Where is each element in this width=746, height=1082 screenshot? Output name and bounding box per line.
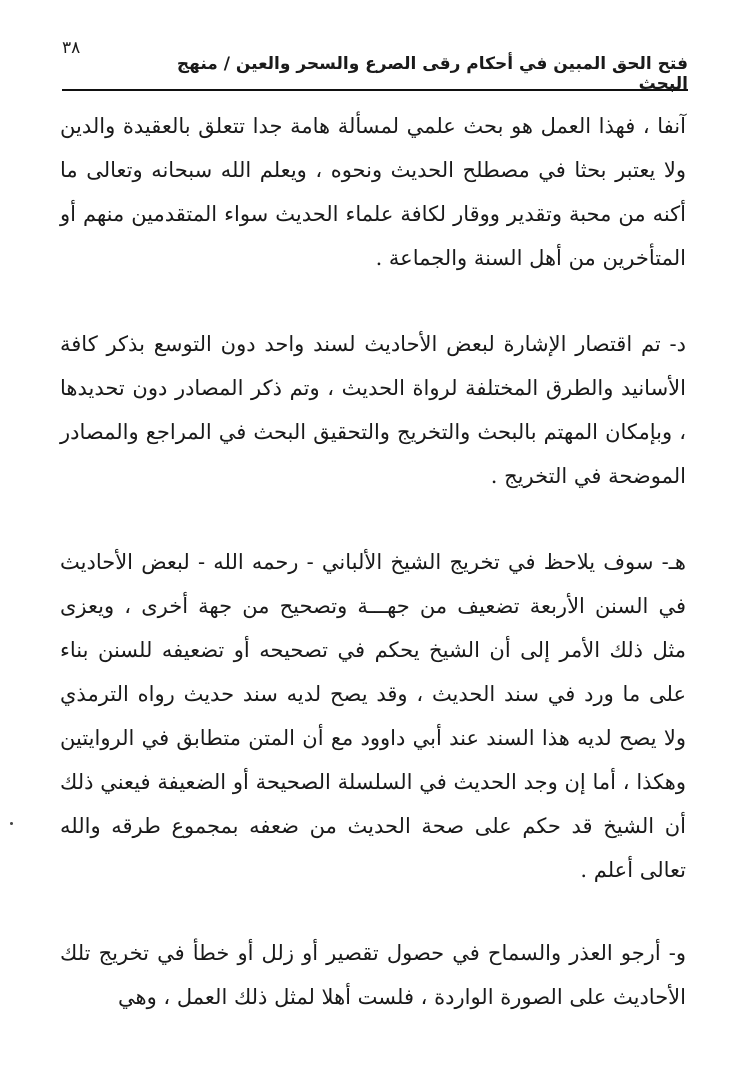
paragraph-intro: آنفا ، فهذا العمل هو بحث علمي لمسألة هامة جدا تتعلق بالعقيدة والدين ولا يعتبر بحثا في مصطلح الحديث ونحوه ، ويعلم الله سبحانه وتعالى ما أكنه من محبة وتقدير ووقار لكافة علماء الحديث سواء المتقدمين منهم أو المتأخرين من أهل السنة والجماعة . (60, 114, 686, 270)
paragraph-waw: و- أرجو العذر والسماح في حصول تقصير أو زلل أو خطأ في تخريج تلك الأحاديث على الصورة الواردة ، فلست أهلا لمثل ذلك العمل ، وهي (60, 941, 686, 1009)
page-number: ٣٨ (62, 38, 81, 58)
paragraph-dal: د- تم اقتصار الإشارة لبعض الأحاديث لسند واحد دون التوسع بذكر كافة الأسانيد والطرق المختلفة لرواة الحديث ، وتم ذكر المصادر دون تحديدها ، وبإمكان المهتم بالبحث والتخريج والتحقيق البحث في المراجع والمصادر الموضحة في التخريج . (60, 332, 686, 488)
paragraph-ha: هـ- سوف يلاحظ في تخريج الشيخ الألباني - رحمه الله - لبعض الأحاديث في السنن الأربعة تضعيف من جهـــة وتصحيح من جهة أخرى ، ويعزى مثل ذلك الأمر إلى أن الشيخ يحكم في تصحيحه أو تضعيفه للسنن بناء على ما ورد في سند الحديث ، وقد يصح لديه سند حديث رواه الترمذي ولا يصح لديه هذا السند عند أبي داوود مع أن المتن متطابق في الروايتين وهكذا ، أما إن وجد الحديث في السلسلة الصحيحة أو الضعيفة فيعني ذلك أن الشيخ قد حكم على صحة الحديث من ضعفه بمجموع طرقه والله تعالى أعلم . (60, 550, 686, 882)
body-text (60, 104, 686, 1019)
paragraph-gap (60, 280, 686, 322)
running-header: فتح الحق المبين في أحكام رقى الصرع والسحر والعين / منهج البحث (176, 54, 688, 94)
header-rule (62, 89, 688, 91)
margin-dot (10, 822, 13, 825)
paragraph-gap (60, 498, 686, 540)
paragraph-gap (60, 892, 686, 931)
